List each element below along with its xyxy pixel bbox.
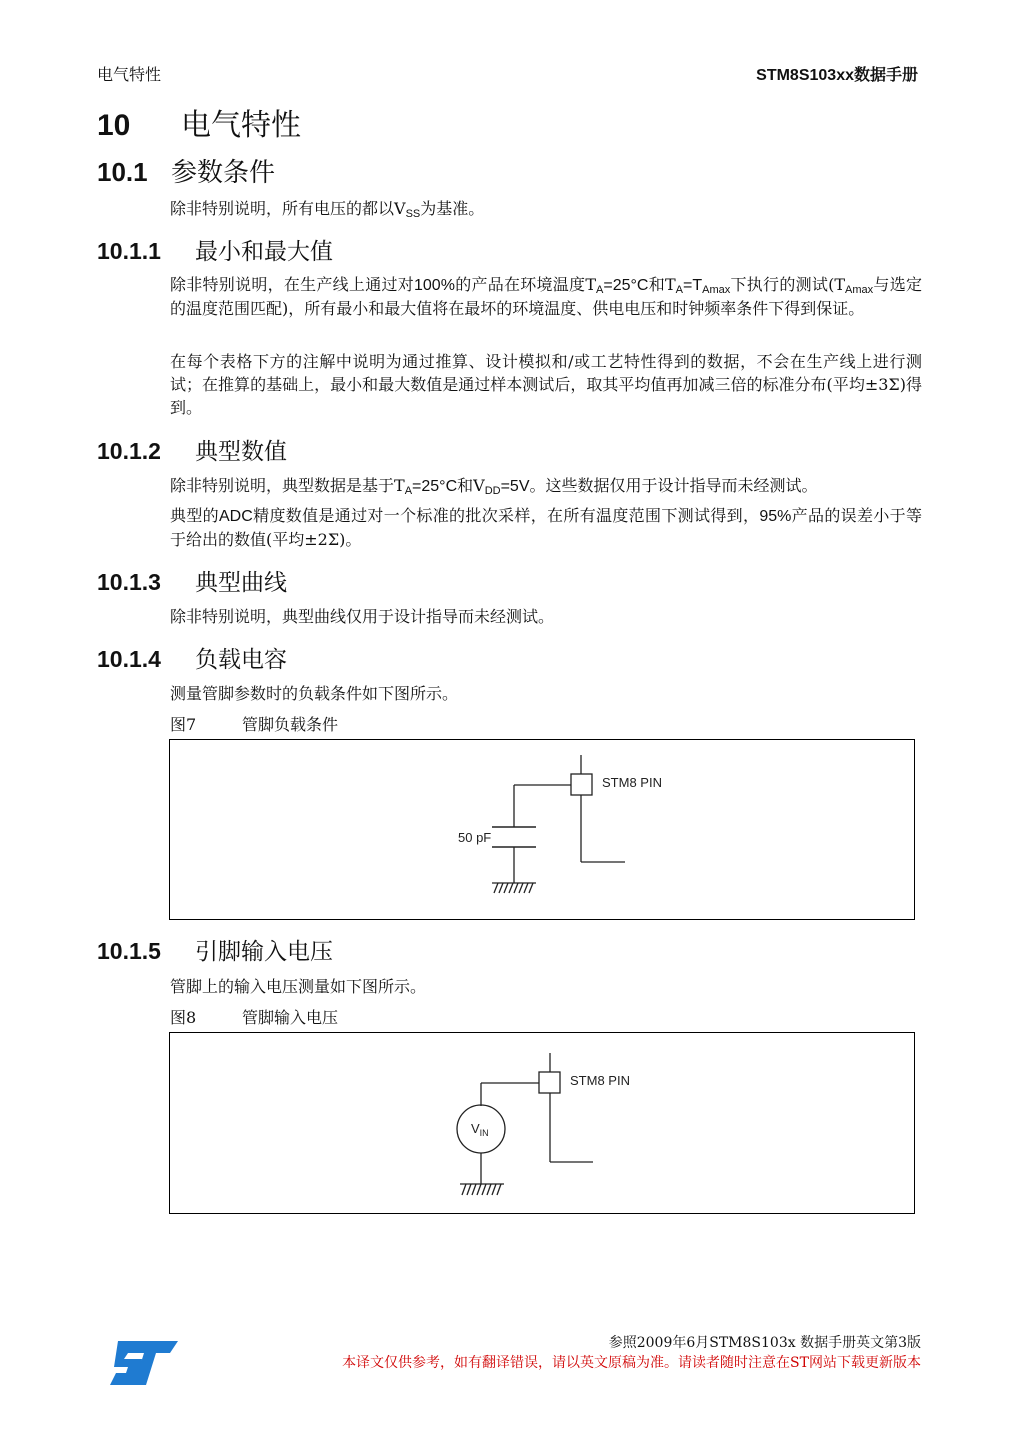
heading-title: 典型数值 [195,439,287,465]
footer-reference: 参照2009年6月STM8S103x 数据手册英文第3版 [608,1335,921,1351]
vin-label: $V_{IN}$ [471,1121,489,1138]
figure-number: 图8 [170,1008,197,1027]
ground-icon [494,883,533,893]
pin-load-diagram [170,740,914,919]
st-logo [108,1339,180,1387]
heading-10-1 [97,152,275,189]
ground-icon [462,1184,501,1195]
paragraph-10-1-1-b: 在每个表格下方的注解中说明为通过推算、设计模拟和/或工艺特性得到的数据，不会在生产线上进行测试；在推算的基础上，最小和最大数值是通过样本测试后，取其平均值再加减三倍的标准分布(平均±3Σ)得到。 [170,352,922,417]
paragraph-10-1-2-a: 除非特别说明，典型数据是基于$T_A=25^\circ C$和$V_{DD}=5V$。这些数据仅用于设计指导而未经测试。 [170,476,818,497]
heading-10-1-3 [97,564,287,597]
heading-10-1-2 [97,433,287,466]
heading-10-1-5 [97,933,333,966]
header-document-title: STM8S103xx数据手册 [756,67,918,84]
paragraph-10-1-1-a: 除非特别说明，在生产线上通过对100%的产品在环境温度$T_A=25^\circ C$和$T_A=T_{Amax}$下执行的测试($T_{Amax}$与选定的温度范围匹配)，所有最小和最大值将在最坏的环境温度、供电电压和时钟频率条件下得到保证。 [170,275,922,318]
figure-7-box [169,739,915,920]
figure-7-caption [170,712,338,735]
heading-title: 参数条件 [171,158,276,188]
heading-title: 负载电容 [195,647,287,673]
heading-10-1-1 [97,233,333,266]
heading-number: 10.1.1 [97,238,161,264]
pin-label: STM8 PIN [602,775,662,790]
section-heading [97,100,301,144]
paragraph-10-1-3: 除非特别说明，典型曲线仅用于设计指导而未经测试。 [170,607,555,626]
section-title: 电气特性 [181,108,301,143]
figure-number: 图7 [170,715,197,734]
paragraph-10-1-2-b: 典型的ADC精度数值是通过对一个标准的批次采样，在所有温度范围下测试得到，95%产品的误差小于等于给出的数值(平均±2Σ)。 [170,506,922,549]
pin-label: STM8 PIN [570,1073,630,1088]
pin-square-icon [539,1072,560,1093]
paragraph-10-1-4: 测量管脚参数时的负载条件如下图所示。 [170,684,459,703]
paragraph-10-1: 除非特别说明，所有电压的都以$V_{SS}$为基准。 [170,199,485,220]
figure-title: 管脚输入电压 [242,1008,339,1027]
heading-number: 10.1.2 [97,438,161,464]
paragraph-10-1-5: 管脚上的输入电压测量如下图所示。 [170,977,427,996]
heading-title: 典型曲线 [195,570,287,596]
heading-number: 10.1.5 [97,938,161,964]
st-logo-icon [110,1341,178,1385]
footer-disclaimer: 本译文仅供参考，如有翻译错误，请以英文原稿为准。请读者随时注意在ST网站下载更新版本 [342,1355,921,1371]
heading-number: 10.1 [97,157,148,187]
pin-input-voltage-diagram [170,1033,914,1213]
heading-title: 引脚输入电压 [195,939,333,965]
figure-title: 管脚负载条件 [242,715,339,734]
section-number: 10 [97,109,131,142]
capacitor-label: 50 pF [458,830,492,845]
heading-number: 10.1.3 [97,569,161,595]
heading-10-1-4 [97,641,287,674]
heading-title: 最小和最大值 [195,239,333,265]
figure-8-caption [170,1005,338,1028]
st-logo-text [180,1339,181,1340]
pin-square-icon [571,774,592,795]
figure-8-box [169,1032,915,1214]
heading-number: 10.1.4 [97,646,161,672]
header-section-label: 电气特性 [97,65,162,84]
